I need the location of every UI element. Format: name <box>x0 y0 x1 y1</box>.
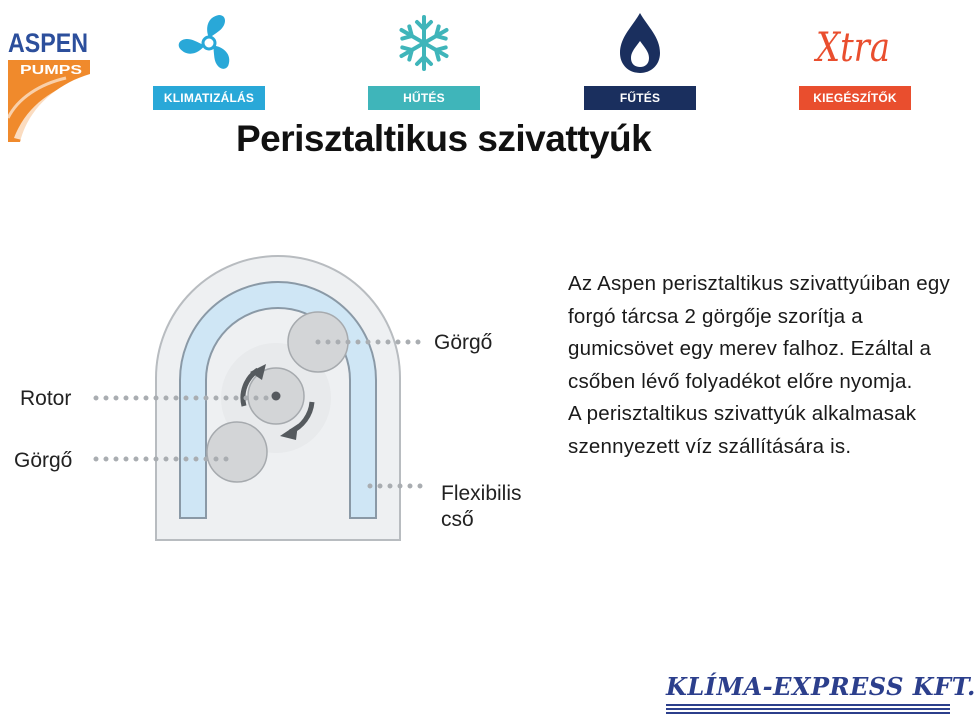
footer-brand-logo[interactable] <box>666 672 976 716</box>
label-roller-left: Görgő <box>14 449 73 472</box>
xtra-icon-text: Xtra <box>813 25 890 71</box>
label-tube-line2: cső <box>441 508 474 531</box>
footer-brand-name: KLÍMA-EXPRESS KFT. <box>666 672 976 701</box>
nav-label-futes: FŰTÉS <box>584 86 696 110</box>
snowflake-icon <box>394 13 454 73</box>
fan-icon <box>178 12 240 74</box>
nav-item-hutes[interactable] <box>368 8 480 110</box>
aspen-pumps-logo[interactable] <box>6 14 90 144</box>
roller-bottom <box>207 422 267 482</box>
logo-line1: ASPEN <box>8 28 88 58</box>
label-tube <box>441 481 522 533</box>
nav-label-hutes: HŰTÉS <box>368 86 480 110</box>
rotor-center <box>272 392 281 401</box>
description <box>568 268 953 463</box>
xtra-icon <box>810 11 900 75</box>
description-paragraph-2: A perisztaltikus szivattyúk alkalmasak szennyezett víz szállítására is. <box>568 402 917 458</box>
nav-item-kiegeszitok[interactable] <box>799 8 911 110</box>
aspen-logo-graphic <box>6 14 90 144</box>
nav-label-kiegeszitok: KIEGÉSZÍTŐK <box>799 86 911 110</box>
nav-label-klimatizalas: KLIMATIZÁLÁS <box>153 86 265 110</box>
label-rotor: Rotor <box>20 387 72 410</box>
page-title: Perisztaltikus szivattyúk <box>236 118 652 159</box>
logo-line2: PUMPS <box>20 62 83 77</box>
nav-item-klimatizalas[interactable] <box>153 8 265 110</box>
nav-item-futes[interactable] <box>584 8 696 110</box>
footer-brand-underline <box>666 704 950 714</box>
label-roller-right: Görgő <box>434 331 493 354</box>
label-tube-line1: Flexibilis <box>441 482 522 505</box>
flame-icon <box>618 11 662 75</box>
description-paragraph-1: Az Aspen perisztaltikus szivattyúiban egy forgó tárcsa 2 görgője szorítja a gumicsövet egy merev falhoz. Ezáltal a csőben lévő folyadékot előre nyomja. <box>568 272 950 393</box>
